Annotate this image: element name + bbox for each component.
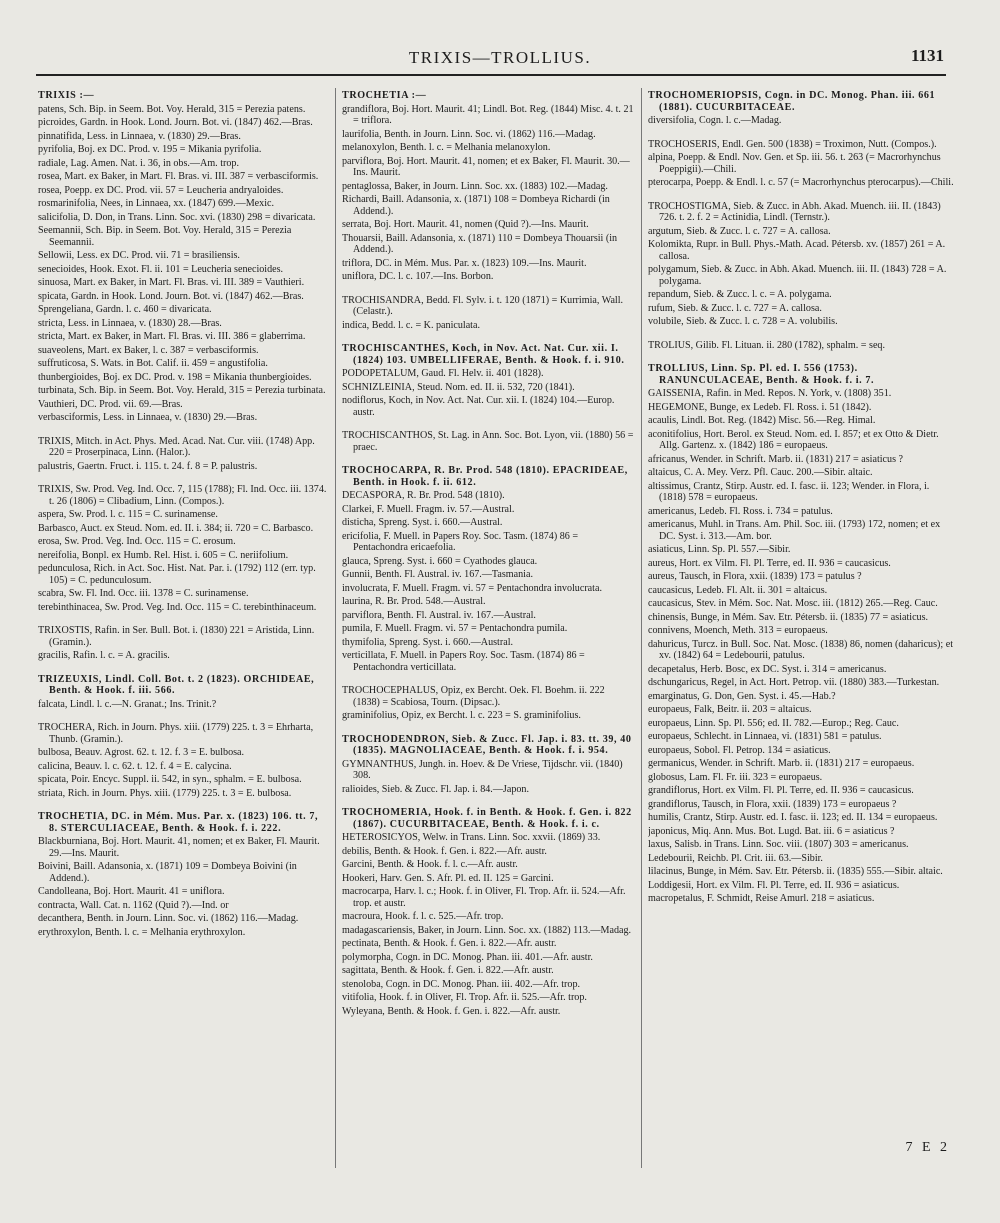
index-entry: disticha, Spreng. Syst. i. 660.—Austral. <box>342 517 503 528</box>
index-entry: spicata, Poir. Encyc. Suppl. ii. 542, in syn., sphalm. = E. bulbosa. <box>38 774 302 785</box>
index-entry: aureus, Hort. ex Vilm. Fl. Pl. Terre, ed. II. 936 = caucasicus. <box>648 557 891 569</box>
column-middle <box>342 90 634 1019</box>
index-entry: uniflora, DC. l. c. 107.—Ins. Borbon. <box>342 271 494 282</box>
index-entry: sagittata, Benth. & Hook. f. Gen. i. 822.—Afr. austr. <box>342 965 554 976</box>
column-divider <box>335 88 336 1168</box>
index-entry: chinensis, Bunge, in Mém. Sav. Etr. Pétersb. ii. (1835) 77 = asiaticus. <box>648 611 929 623</box>
index-entry: grandiflorus, Hort. ex Vilm. Fl. Pl. Terre, ed. II. 936 = caucasicus. <box>648 785 914 796</box>
index-entry: macroura, Hook. f. l. c. 525.—Afr. trop. <box>342 911 504 922</box>
genus-heading: TROCHETIA :— <box>342 90 427 101</box>
index-entry: Loddigesii, Hort. ex Vilm. Fl. Pl. Terre, ed. II. 936 = asiaticus. <box>648 879 900 891</box>
index-entry: Clarkei, F. Muell. Fragm. iv. 57.—Austral. <box>342 503 515 515</box>
index-entry: patens, Sch. Bip. in Seem. Bot. Voy. Herald, 315 = Perezia patens. <box>38 103 306 115</box>
index-entry: acaulis, Lindl. Bot. Reg. (1842) Misc. 56.—Reg. Himal. <box>648 415 876 426</box>
index-entry: glauca, Spreng. Syst. i. 660 = Cyathodes glauca. <box>342 555 538 567</box>
index-entry: salicifolia, D. Don, in Trans. Linn. Soc. xvi. (1830) 298 = divaricata. <box>38 211 316 223</box>
index-entry: grandiflorus, Tausch, in Flora, xxii. (1839) 173 = europaeus ? <box>648 798 897 810</box>
index-entry: asiaticus, Linn. Sp. Pl. 557.—Sibir. <box>648 544 791 555</box>
index-entry: picroides, Gardn. in Hook. Lond. Journ. Bot. vi. (1847) 462.—Bras. <box>38 117 313 128</box>
index-entry: palustris, Gaertn. Fruct. i. 115. t. 24. f. 8 = P. palustris. <box>38 460 258 472</box>
index-entry: calicina, Beauv. l. c. 62. t. 12. f. 4 = E. calycina. <box>38 760 232 772</box>
index-entry: stricta, Mart. ex Baker, in Mart. Fl. Bras. vi. III. 386 = glaberrima. <box>38 331 306 342</box>
index-entry: laurifolia, Benth. in Journ. Linn. Soc. vi. (1862) 116.—Madag. <box>342 128 596 140</box>
index-entry: ralioides, Sieb. & Zucc. Fl. Jap. i. 84.—Japon. <box>342 783 529 795</box>
index-entry: altaicus, C. A. Mey. Verz. Pfl. Cauc. 200.—Sibir. altaic. <box>648 467 873 478</box>
index-entry: indica, Bedd. l. c. = K. paniculata. <box>342 319 480 331</box>
index-entry: parviflora, Benth. Fl. Austral. iv. 167.—Austral. <box>342 609 536 621</box>
index-entry: Candolleana, Boj. Hort. Maurit. 41 = uniflora. <box>38 886 225 897</box>
running-title: TRIXIS—TROLLIUS. <box>408 48 592 67</box>
index-entry: scabra, Sw. Fl. Ind. Occ. iii. 1378 = C. surinamense. <box>38 588 249 599</box>
page-header <box>0 44 1000 74</box>
index-entry: suffruticosa, S. Wats. in Bot. Calif. ii. 459 = angustifolia. <box>38 358 268 369</box>
index-entry: thymifolia, Spreng. Syst. i. 660.—Austral. <box>342 636 514 648</box>
index-entry: falcata, Lindl. l. c.—N. Granat.; Ins. Trinit.? <box>38 698 217 710</box>
index-entry: Vauthieri, DC. Prod. vii. 69.—Bras. <box>38 398 183 410</box>
index-entry: japonicus, Miq. Ann. Mus. Bot. Lugd. Bat. iii. 6 = asiaticus ? <box>648 825 895 837</box>
index-entry: volubile, Sieb. & Zucc. l. c. 728 = A. volubilis. <box>648 316 838 327</box>
index-entry: aspera, Sw. Prod. l. c. 115 = C. surinamense. <box>38 509 218 520</box>
index-entry: americanus, Muhl. in Trans. Am. Phil. Soc. iii. (1793) 172, nomen; et ex DC. Syst. i. 313.—Am. bor. <box>648 519 941 542</box>
index-entry: Gunnii, Benth. Fl. Austral. iv. 167.—Tasmania. <box>342 569 533 580</box>
header-rule <box>36 74 946 76</box>
index-entry: Boivini, Baill. Adansonia, x. (1871) 109 = Dombeya Boivini (in Addend.). <box>38 861 297 884</box>
index-entry: Sellowii, Less. ex DC. Prod. vii. 71 = brasiliensis. <box>38 250 240 261</box>
index-entry: Wyleyana, Benth. & Hook. f. Gen. i. 822.—Afr. austr. <box>342 1005 561 1017</box>
genus-heading: TRIZEUXIS, Lindl. Coll. Bot. t. 2 (1823). ORCHIDEAE, Benth. & Hook. f. iii. 566. <box>38 673 315 696</box>
index-entry: verbasciformis, Less. in Linnaea, v. (1830) 29.—Bras. <box>38 412 258 423</box>
index-entry: erythroxylon, Benth. l. c. = Melhania erythroxylon. <box>38 926 246 938</box>
index-entry: decapetalus, Herb. Bosc, ex DC. Syst. i. 314 = americanus. <box>648 663 887 675</box>
index-entry: TROCHISANDRA, Bedd. Fl. Sylv. i. t. 120 (1871) = Kurrimia, Wall. (Celastr.). <box>342 294 624 317</box>
index-entry: melanoxylon, Benth. l. c. = Melhania melanoxylon. <box>342 142 551 153</box>
genus-heading: TRIXIS :— <box>38 90 95 101</box>
index-entry: pedunculosa, Rich. in Act. Soc. Hist. Nat. Par. i. (1792) 112 (err. typ. 105) = C. pedunculosum. <box>38 563 316 586</box>
index-entry: GYMNANTHUS, Jungh. in. Hoev. & De Vriese, Tijdschr. vii. (1840) 308. <box>342 758 623 781</box>
index-entry: europaeus, Falk, Beitr. ii. 203 = altaicus. <box>648 704 812 715</box>
index-entry: HEGEMONE, Bunge, ex Ledeb. Fl. Ross. i. 51 (1842). <box>648 401 872 413</box>
index-entry: TROLIUS, Gilib. Fl. Lituan. ii. 280 (1782), sphalm. = seq. <box>648 339 885 351</box>
index-entry: gracilis, Rafin. l. c. = A. gracilis. <box>38 650 170 661</box>
index-entry: thunbergioides, Boj. ex DC. Prod. v. 198 = Mikania thunbergioides. <box>38 371 312 383</box>
index-entry: europaeus, Sobol. Fl. Petrop. 134 = asiaticus. <box>648 744 831 756</box>
index-entry: DECASPORA, R. Br. Prod. 548 (1810). <box>342 490 505 501</box>
index-entry: graminifolius, Opiz, ex Bercht. l. c. 223 = S. graminifolius. <box>342 710 581 721</box>
index-entry: altissimus, Crantz, Stirp. Austr. ed. I. fasc. ii. 123; Wender. in Flora, i. (1818) 578 = europaeus. <box>648 480 930 503</box>
genus-heading: TROLLIUS, Linn. Sp. Pl. ed. I. 556 (1753). RANUNCULACEAE, Benth. & Hook. f. i. 7. <box>648 363 875 386</box>
index-entry: pinnatifida, Less. in Linnaea, v. (1830) 29.—Bras. <box>38 130 241 142</box>
index-entry: SCHNIZLEINIA, Steud. Nom. ed. II. ii. 532, 720 (1841). <box>342 381 575 393</box>
index-entry: madagascariensis, Baker, in Journ. Linn. Soc. xx. (1882) 113.—Madag. <box>342 924 632 936</box>
index-entry: diversifolia, Cogn. l. c.—Madag. <box>648 115 782 126</box>
index-entry: repandum, Sieb. & Zucc. l. c. = A. polygama. <box>648 289 832 300</box>
index-entry: contracta, Wall. Cat. n. 1162 (Quid ?).—Ind. or <box>38 899 229 911</box>
index-entry: dschungaricus, Regel, in Act. Hort. Petrop. vii. (1880) 383.—Turkestan. <box>648 677 940 688</box>
page-number: 1131 <box>910 46 944 65</box>
index-entry: dahuricus, Turcz. in Bull. Soc. Nat. Mosc. (1838) 86, nomen (daharicus); et xv. (1842) 64 = Ledebourii, patulus. <box>648 638 954 661</box>
index-entry: erosa, Sw. Prod. Veg. Ind. Occ. 115 = C. erosum. <box>38 536 236 547</box>
index-entry: germanicus, Wender. in Schrift. Marb. ii. (1831) 217 = europaeus. <box>648 758 915 769</box>
index-entry: Hookeri, Harv. Gen. S. Afr. Pl. ed. II. 125 = Garcini. <box>342 872 554 884</box>
index-entry: striata, Rich. in Journ. Phys. xiii. (1779) 225. t. 3 = E. bulbosa. <box>38 787 292 799</box>
index-entry: Seemannii, Sch. Bip. in Seem. Bot. Voy. Herald, 315 = Perezia Seemannii. <box>38 225 292 248</box>
index-entry: suaveolens, Mart. ex Baker, l. c. 387 = verbasciformis. <box>38 344 259 356</box>
index-entry: GAISSENIA, Rafin. in Med. Repos. N. York, v. (1808) 351. <box>648 388 892 399</box>
index-entry: americanus, Ledeb. Fl. Ross. i. 734 = patulus. <box>648 505 833 517</box>
index-entry: debilis, Benth. & Hook. f. Gen. i. 822.—Afr. austr. <box>342 845 547 857</box>
genus-heading: TROCHODENDRON, Sieb. & Zucc. Fl. Jap. i. 83. tt. 39, 40 (1835). MAGNOLIACEAE, Benth. & Hook. f. i. 954. <box>342 733 632 756</box>
index-entry: connivens, Moench, Meth. 313 = europaeus. <box>648 625 828 636</box>
index-entry: TRIXOSTIS, Rafin. in Ser. Bull. Bot. i. (1830) 221 = Aristida, Linn. (Gramin.). <box>38 625 315 648</box>
index-entry: stenoloba, Cogn. in DC. Monog. Phan. iii. 402.—Afr. trop. <box>342 978 581 990</box>
index-entry: nodiflorus, Koch, in Nov. Act. Nat. Cur. xii. I. (1824) 104.—Europ. austr. <box>342 395 615 418</box>
index-entry: parviflora, Boj. Hort. Maurit. 41, nomen; et ex Baker, Fl. Maurit. 30.—Ins. Maurit. <box>342 155 630 178</box>
index-entry: nereifolia, Bonpl. ex Humb. Rel. Hist. i. 605 = C. neriifolium. <box>38 549 289 561</box>
index-entry: alpina, Poepp. & Endl. Nov. Gen. et Sp. iii. 56. t. 263 (= Macrorhynchus Poeppigii).—Chili. <box>648 152 941 175</box>
index-entry: TRIXIS, Sw. Prod. Veg. Ind. Occ. 7, 115 (1788); Fl. Ind. Occ. iii. 1374. t. 26 (1806) = Clibadium, Linn. (Compos.). <box>38 484 327 507</box>
index-entry: TROCHOCEPHALUS, Opiz, ex Bercht. Oek. Fl. Boehm. ii. 222 (1838) = Scabiosa, Tourn. (Dipsac.). <box>342 685 605 708</box>
genus-heading: TROCHISCANTHES, Koch, in Nov. Act. Nat. Cur. xii. I. (1824) 103. UMBELLIFERAE, Benth. & Hook. f. i. 910. <box>342 343 625 366</box>
index-entry: polymorpha, Cogn. in DC. Monog. Phan. iii. 401.—Afr. austr. <box>342 951 593 963</box>
genus-heading: TROCHOCARPA, R. Br. Prod. 548 (1810). EPACRIDEAE, Benth. in Hook. f. ii. 612. <box>342 465 628 488</box>
index-entry: senecioides, Hook. Exot. Fl. ii. 101 = Leucheria senecioides. <box>38 263 284 275</box>
index-entry: polygamum, Sieb. & Zucc. in Abh. Akad. Muench. iii. II. (1843) 728 = A. polygama. <box>648 264 947 287</box>
genus-heading: TROCHOMERIA, Hook. f. in Benth. & Hook. f. Gen. i. 822 (1867). CUCURBITACEAE, Benth. & Hook. f. i. c. <box>342 807 632 830</box>
index-entry: triflora, DC. in Mém. Mus. Par. x. (1823) 109.—Ins. Maurit. <box>342 257 587 269</box>
index-entry: europaeus, Linn. Sp. Pl. 556; ed. II. 782.—Europ.; Reg. Cauc. <box>648 717 899 729</box>
index-entry: europaeus, Schlecht. in Linnaea, vi. (1831) 581 = patulus. <box>648 731 882 742</box>
index-entry: sinuosa, Mart. ex Baker, in Mart. Fl. Bras. vi. III. 389 = Vauthieri. <box>38 277 305 288</box>
index-entry: Barbasco, Auct. ex Steud. Nom. ed. II. i. 384; ii. 720 = C. Barbasco. <box>38 522 314 534</box>
index-entry: ericifolia, F. Muell. in Papers Roy. Soc. Tasm. (1874) 86 = Pentachondra ericaefolia. <box>342 530 579 553</box>
index-entry: PODOPETALUM, Gaud. Fl. Helv. ii. 401 (1828). <box>342 368 544 379</box>
index-entry: Kolomikta, Rupr. in Bull. Phys.-Math. Acad. Pétersb. xv. (1857) 261 = A. callosa. <box>648 239 946 262</box>
index-entry: laurina, R. Br. Prod. 548.—Austral. <box>342 596 486 607</box>
column-divider <box>641 88 642 1168</box>
index-entry: involucrata, F. Muell. Fragm. vi. 57 = Pentachondra involucrata. <box>342 582 602 594</box>
index-entry: rosea, Mart. ex Baker, in Mart. Fl. Bras. vi. III. 387 = verbasciformis. <box>38 171 319 182</box>
index-entry: TROCHERA, Rich. in Journ. Phys. xiii. (1779) 225. t. 3 = Ehrharta, Thunb. (Gramin.). <box>38 722 314 745</box>
index-entry: rufum, Sieb. & Zucc. l. c. 727 = A. callosa. <box>648 302 822 314</box>
index-entry: HETEROSICYOS, Welw. in Trans. Linn. Soc. xxvii. (1869) 33. <box>342 832 601 843</box>
index-entry: macrocarpa, Harv. l. c.; Hook. f. in Oliver, Fl. Trop. Afr. ii. 524.—Afr. trop. et austr. <box>342 886 626 909</box>
column-right <box>648 90 954 907</box>
genus-heading: TROCHETIA, DC. in Mém. Mus. Par. x. (1823) 106. tt. 7, 8. STERCULIACEAE, Benth. & Hook. f. i. 222. <box>38 811 319 834</box>
column-left <box>38 90 328 940</box>
index-entry: rosmarinifolia, Nees, in Linnaea, xx. (1847) 699.—Mexic. <box>38 198 275 209</box>
index-entry: terebinthinacea, Sw. Prod. Veg. Ind. Occ. 115 = C. terebinthinaceum. <box>38 601 317 613</box>
index-entry: emarginatus, G. Don, Gen. Syst. i. 45.—Hab.? <box>648 690 836 702</box>
index-entry: africanus, Wender. in Schrift. Marb. ii. (1831) 217 = asiaticus ? <box>648 453 904 465</box>
index-entry: aconitifolius, Hort. Berol. ex Steud. Nom. ed. I. 857; et ex Otto & Dietr. Allg. Gartenz. x. (1842) 186 = europaeus. <box>648 428 939 451</box>
genus-heading: TROCHOMERIOPSIS, Cogn. in DC. Monog. Phan. iii. 661 (1881). CUCURBITACEAE. <box>648 90 936 113</box>
index-entry: Blackburniana, Boj. Hort. Maurit. 41, nomen; et ex Baker, Fl. Maurit. 29.—Ins. Maurit. <box>38 836 320 859</box>
index-entry: caucasicus, Ledeb. Fl. Alt. ii. 301 = altaicus. <box>648 584 828 596</box>
index-entry: TROCHOSTIGMA, Sieb. & Zucc. in Abh. Akad. Muench. iii. II. (1843) 726. t. 2. f. 2 = Actinidia, Lindl. (Ternstr.). <box>648 200 941 223</box>
index-entry: argutum, Sieb. & Zucc. l. c. 727 = A. callosa. <box>648 225 831 237</box>
index-entry: Thouarsii, Baill. Adansonia, x. (1871) 110 = Dombeya Thouarsii (in Addend.). <box>342 232 618 255</box>
index-entry: Sprengeliana, Gardn. l. c. 460 = divaricata. <box>38 304 212 315</box>
index-entry: stricta, Less. in Linnaea, v. (1830) 28.—Bras. <box>38 317 222 329</box>
index-entry: macropetalus, F. Schmidt, Reise Amurl. 218 = asiaticus. <box>648 893 875 904</box>
index-entry: laxus, Salisb. in Trans. Linn. Soc. viii. (1807) 303 = americanus. <box>648 839 909 850</box>
index-entry: vitifolia, Hook. f. in Oliver, Fl. Trop. Afr. ii. 525.—Afr. trop. <box>342 992 587 1003</box>
index-entry: spicata, Gardn. in Hook. Lond. Journ. Bot. vi. (1847) 462.—Bras. <box>38 290 304 302</box>
index-entry: TROCHOSERIS, Endl. Gen. 500 (1838) = Troximon, Nutt. (Compos.). <box>648 138 937 150</box>
index-entry: decanthera, Benth. in Journ. Linn. Soc. vi. (1862) 116.—Madag. <box>38 913 299 924</box>
index-entry: rosea, Poepp. ex DC. Prod. vii. 57 = Leucheria andryaloides. <box>38 184 284 196</box>
index-entry: grandiflora, Boj. Hort. Maurit. 41; Lindl. Bot. Reg. (1844) Misc. 4. t. 21 = triflora. <box>342 103 634 126</box>
index-entry: pentaglossa, Baker, in Journ. Linn. Soc. xx. (1883) 102.—Madag. <box>342 180 608 192</box>
index-entry: pectinata, Benth. & Hook. f. Gen. i. 822.—Afr. austr. <box>342 938 557 949</box>
index-entry: radiale, Lag. Amen. Nat. i. 36, in obs.—Am. trop. <box>38 157 239 169</box>
signature-mark: 7 E 2 <box>905 1140 950 1155</box>
index-entry: TRIXIS, Mitch. in Act. Phys. Med. Acad. Nat. Cur. viii. (1748) App. 220 = Proserpinaca, Linn. (Halor.). <box>38 435 315 458</box>
index-entry: pumila, F. Muell. Fragm. vi. 57 = Pentachondra pumila. <box>342 623 568 634</box>
index-entry: Garcini, Benth. & Hook. f. l. c.—Afr. austr. <box>342 859 518 870</box>
index-entry: caucasicus, Stev. in Mém. Soc. Nat. Mosc. iii. (1812) 265.—Reg. Cauc. <box>648 598 938 609</box>
index-entry: lilacinus, Bunge, in Mém. Sav. Etr. Pétersb. ii. (1835) 555.—Sibir. altaic. <box>648 866 943 877</box>
index-entry: verticillata, F. Muell. in Papers Roy. Soc. Tasm. (1874) 86 = Pentachondra verticillata. <box>342 650 585 673</box>
index-entry: bulbosa, Beauv. Agrost. 62. t. 12. f. 3 = E. bulbosa. <box>38 747 245 758</box>
index-entry: aureus, Tausch, in Flora, xxii. (1839) 173 = patulus ? <box>648 571 862 582</box>
index-entry: pterocarpa, Poepp. & Endl. l. c. 57 (= Macrorhynchus pterocarpus).—Chili. <box>648 177 954 188</box>
index-entry: Richardi, Baill. Adansonia, x. (1871) 108 = Dombeya Richardi (in Addend.). <box>342 194 610 217</box>
index-entry: serrata, Boj. Hort. Maurit. 41, nomen (Quid ?).—Ins. Maurit. <box>342 219 589 230</box>
index-entry: TROCHISCANTHOS, St. Lag. in Ann. Soc. Bot. Lyon, vii. (1880) 56 = praec. <box>342 430 634 453</box>
index-entry: Ledebourii, Reichb. Pl. Crit. iii. 63.—Sibir. <box>648 852 823 864</box>
index-entry: humilis, Crantz, Stirp. Austr. ed. I. fasc. ii. 123; ed. II. 134 = europaeus. <box>648 812 938 823</box>
index-entry: globosus, Lam. Fl. Fr. iii. 323 = europaeus. <box>648 771 823 783</box>
index-entry: pyrifolia, Boj. ex DC. Prod. v. 195 = Mikania pyrifolia. <box>38 144 262 155</box>
index-entry: turbinata, Sch. Bip. in Seem. Bot. Voy. Herald, 315 = Perezia turbinata. <box>38 385 326 396</box>
